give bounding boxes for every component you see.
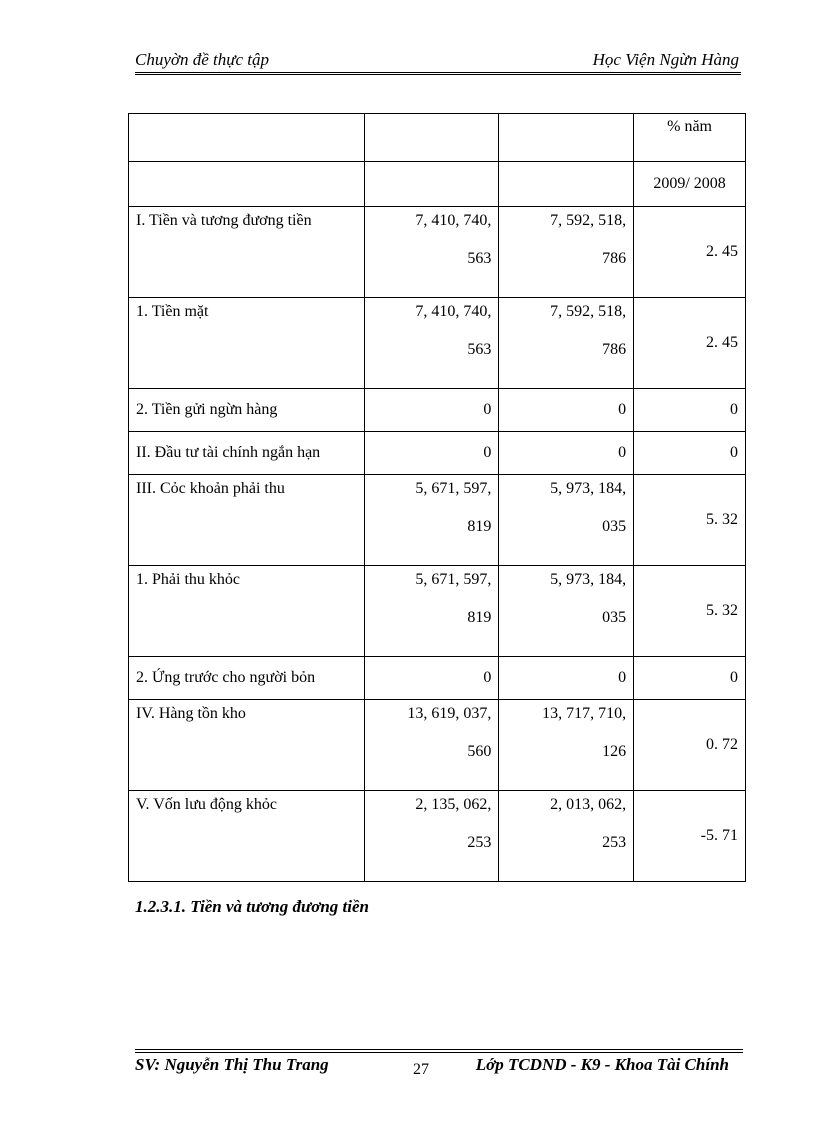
table-row — [129, 207, 746, 298]
value-2008: 0 — [364, 389, 499, 432]
table-row — [129, 657, 746, 700]
value-2009: 0 — [499, 389, 634, 432]
pct-change: 0 — [634, 389, 746, 432]
value-2008: 7, 410, 740, 563 — [364, 298, 499, 389]
page-number: 27 — [413, 1061, 429, 1078]
value-2008: 2, 135, 062, 253 — [364, 791, 499, 882]
page-footer — [135, 1055, 743, 1085]
table-cell — [364, 162, 499, 207]
table-row — [129, 475, 746, 566]
financial-table — [128, 113, 746, 882]
value-2008: 13, 619, 037, 560 — [364, 700, 499, 791]
value-2008: 0 — [364, 432, 499, 475]
value-2009: 7, 592, 518, 786 — [499, 207, 634, 298]
pct-column-header: % năm — [634, 114, 746, 162]
page-header — [135, 48, 741, 73]
value-2008: 7, 410, 740, 563 — [364, 207, 499, 298]
value-2009: 0 — [499, 657, 634, 700]
table-cell — [499, 114, 634, 162]
header-divider — [135, 74, 741, 75]
row-label: 1. Tiền mặt — [129, 298, 365, 389]
table-header-row — [129, 114, 746, 162]
pct-change: 0 — [634, 657, 746, 700]
years-column-header: 2009/ 2008 — [634, 162, 746, 207]
value-2009: 2, 013, 062, 253 — [499, 791, 634, 882]
table-row — [129, 298, 746, 389]
table-row — [129, 791, 746, 882]
row-label: V. Vốn lưu động khỏc — [129, 791, 365, 882]
pct-change: -5. 71 — [634, 791, 746, 882]
value-2009: 7, 592, 518, 786 — [499, 298, 634, 389]
row-label: 2. Tiền gửi ngừn hàng — [129, 389, 365, 432]
value-2009: 5, 973, 184, 035 — [499, 566, 634, 657]
value-2009: 0 — [499, 432, 634, 475]
pct-change: 0 — [634, 432, 746, 475]
class-info: Lớp TCDND - K9 - Khoa Tài Chính — [475, 1055, 729, 1074]
table-row — [129, 432, 746, 475]
pct-change: 5. 32 — [634, 566, 746, 657]
pct-change: 5. 32 — [634, 475, 746, 566]
value-2008: 0 — [364, 657, 499, 700]
value-2009: 5, 973, 184, 035 — [499, 475, 634, 566]
header-title-left: Chuyờn đề thực tập — [135, 50, 270, 69]
footer-divider — [135, 1052, 743, 1053]
header-title-right: Học Viện Ngừn Hàng — [592, 50, 739, 69]
table-cell — [129, 114, 365, 162]
value-2008: 5, 671, 597, 819 — [364, 475, 499, 566]
row-label: IV. Hàng tồn kho — [129, 700, 365, 791]
student-name: SV: Nguyễn Thị Thu Trang — [135, 1055, 329, 1074]
row-label: I. Tiền và tương đương tiền — [129, 207, 365, 298]
pct-change: 2. 45 — [634, 207, 746, 298]
value-2009: 13, 717, 710, 126 — [499, 700, 634, 791]
table-row — [129, 566, 746, 657]
row-label: 1. Phải thu khỏc — [129, 566, 365, 657]
table-header-row — [129, 162, 746, 207]
table-row — [129, 700, 746, 791]
table-cell — [364, 114, 499, 162]
row-label: III. Cỏc khoản phải thu — [129, 475, 365, 566]
value-2008: 5, 671, 597, 819 — [364, 566, 499, 657]
table-cell — [129, 162, 365, 207]
row-label: 2. Ứng trước cho người bỏn — [129, 657, 365, 700]
table-cell — [499, 162, 634, 207]
row-label: II. Đầu tư tài chính ngắn hạn — [129, 432, 365, 475]
section-heading: 1.2.3.1. Tiền và tương đương tiền — [135, 897, 369, 916]
pct-change: 2. 45 — [634, 298, 746, 389]
footer-divider — [135, 1049, 743, 1050]
pct-change: 0. 72 — [634, 700, 746, 791]
table-row — [129, 389, 746, 432]
